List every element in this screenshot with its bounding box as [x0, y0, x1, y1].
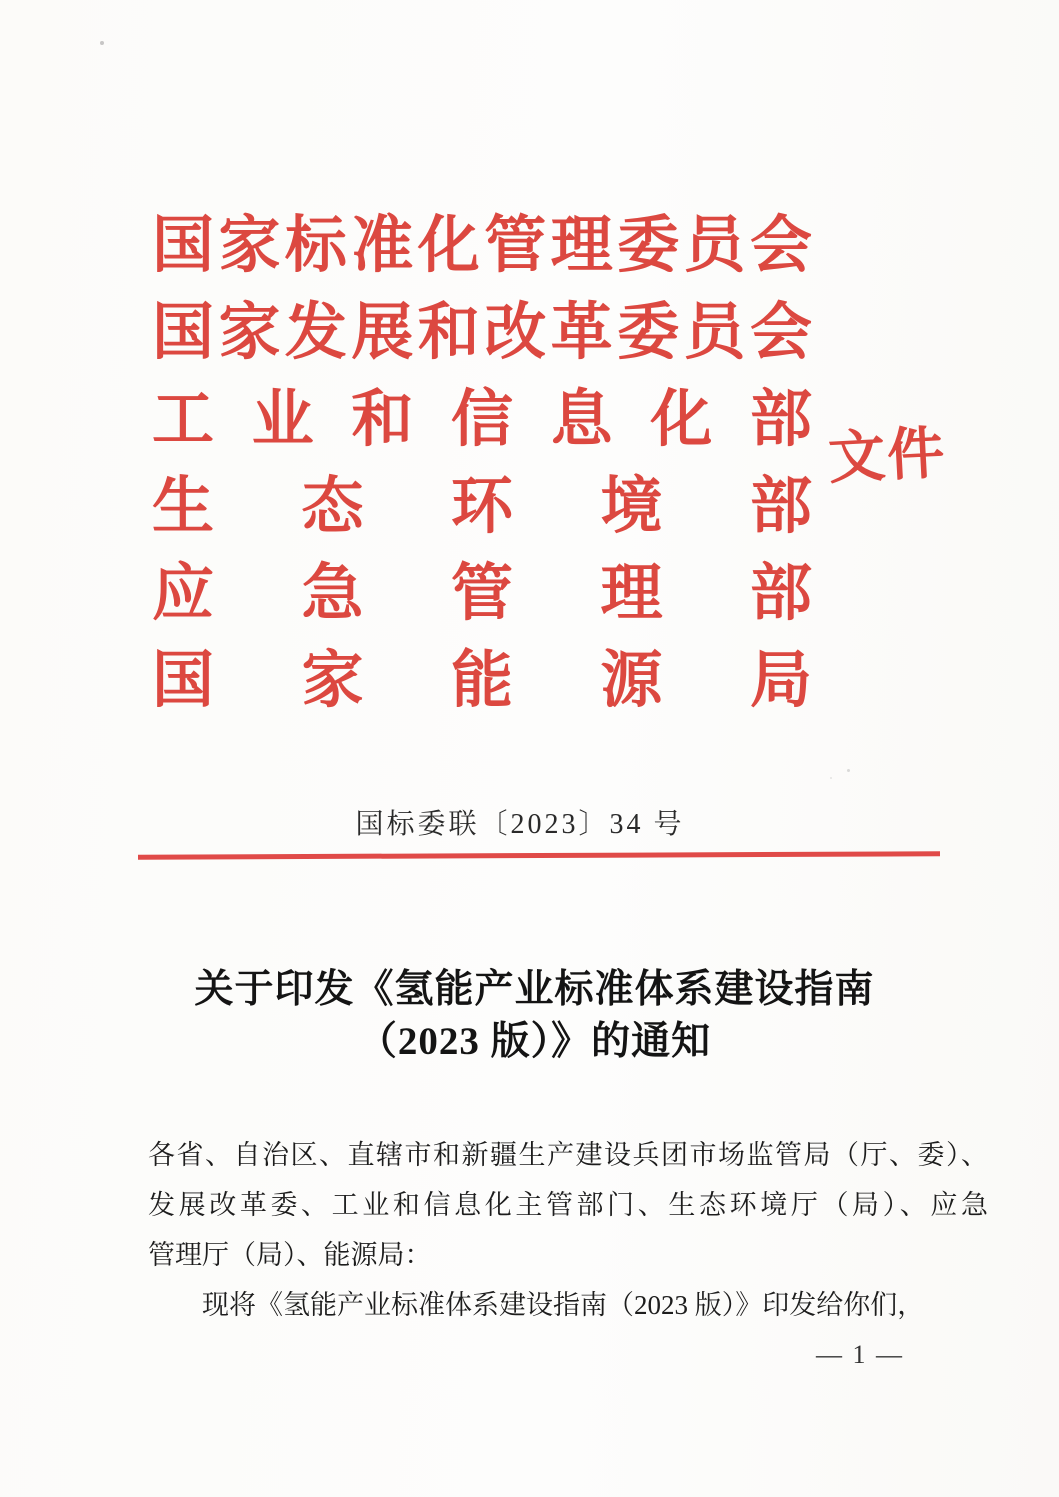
scan-speck	[830, 777, 832, 779]
doc-number: 国标委联〔2023〕34 号	[355, 809, 685, 840]
scan-speck	[847, 769, 850, 772]
notice-title	[10, 964, 1059, 1068]
notice-title-line2: （2023 版）》的通知	[357, 1020, 712, 1063]
recipients-line: 发展改革委、工业和信息化主管部门、生态环境厅（局）、应急	[148, 1190, 988, 1220]
page-number: — 1 —	[816, 1340, 904, 1369]
red-divider-line	[138, 851, 940, 859]
body-paragraph-line: 现将《氢能产业标准体系建设指南（2023 版）》印发给你们，	[202, 1290, 925, 1320]
notice-title-line1: 关于印发《氢能产业标准体系建设指南	[194, 968, 875, 1011]
agency-name-mem: 应急管理部	[152, 560, 812, 628]
agency-name-ndrc: 国家发展和改革委员会	[152, 299, 812, 367]
agency-name-miit: 工业和信息化部	[152, 386, 812, 454]
agency-name-mee: 生态环境部	[152, 473, 812, 541]
red-letterhead	[152, 203, 812, 725]
agency-name-nea: 国家能源局	[152, 647, 812, 715]
body-text	[148, 1130, 988, 1330]
scan-speck	[100, 41, 104, 45]
recipients-line: 管理厅（局）、能源局：	[148, 1240, 432, 1270]
doc-type-label: 文件	[826, 421, 948, 492]
recipients-line: 各省、自治区、直辖市和新疆生产建设兵团市场监管局（厅、委）、	[148, 1140, 988, 1170]
agency-name-sac: 国家标准化管理委员会	[152, 212, 812, 280]
